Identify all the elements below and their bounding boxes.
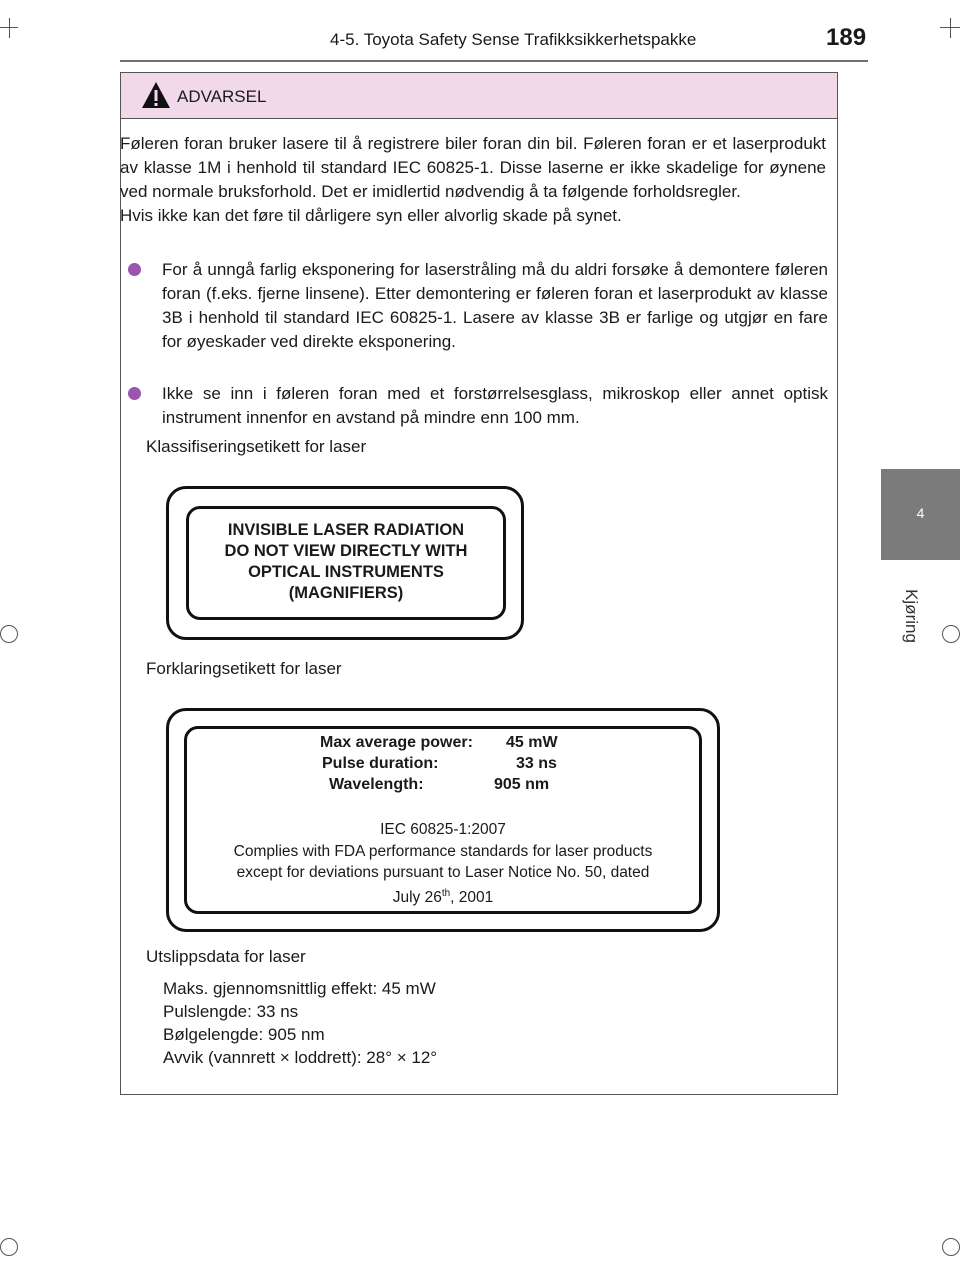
warning-header bbox=[121, 73, 837, 119]
classification-label-text bbox=[186, 520, 506, 604]
list-item bbox=[128, 382, 828, 430]
label-line: OPTICAL INSTRUMENTS bbox=[248, 563, 444, 581]
spec-value-pulse: 33 ns bbox=[516, 755, 557, 772]
emission-line: Maks. gjennomsnittlig effekt: 45 mW bbox=[163, 979, 436, 998]
spec-label-pulse: Pulse duration: bbox=[322, 755, 439, 772]
label-line: DO NOT VIEW DIRECTLY WITH bbox=[224, 542, 468, 560]
standard-text: IEC 60825-1:2007 bbox=[380, 821, 506, 838]
warning-title: ADVARSEL bbox=[177, 87, 267, 106]
emission-line: Bølgelengde: 905 nm bbox=[163, 1025, 325, 1044]
crop-mark bbox=[0, 625, 18, 643]
caption-explanation: Forklaringsetikett for laser bbox=[146, 659, 342, 678]
emission-line: Pulslengde: 33 ns bbox=[163, 1002, 299, 1021]
bullet-icon bbox=[128, 263, 141, 276]
compliance-text: except for deviations pursuant to Laser Notice No. 50, dated bbox=[236, 864, 650, 881]
warning-intro bbox=[120, 132, 826, 228]
warning-icon bbox=[141, 81, 171, 109]
chapter-label: Kjøring bbox=[901, 589, 921, 643]
warning-intro-consequence: Hvis ikke kan det føre til dårligere syn eller alvorlig skade på synet. bbox=[120, 206, 622, 225]
emission-line: Avvik (vannrett × loddrett): 28° × 12° bbox=[163, 1048, 438, 1067]
chapter-number: 4 bbox=[916, 505, 925, 521]
bullet-icon bbox=[128, 387, 141, 400]
crop-mark bbox=[0, 1238, 18, 1256]
label-line: (MAGNIFIERS) bbox=[288, 584, 404, 602]
caption-emission: Utslippsdata for laser bbox=[146, 947, 306, 966]
warning-intro-text: Føleren foran bruker lasere til å registrere biler foran din bil. Føleren foran er et laserprodukt av klasse 1M i henhold til standard IEC 60825-1. Disse laserne er ikke skadelige for øynene ved normale bruksforhold. Det er imidlertid nødvendig å ta følgende forholdsregler. bbox=[120, 134, 826, 201]
crop-mark bbox=[942, 1238, 960, 1256]
bullet-text: Ikke se inn i føleren foran med et forstørrelsesglass, mikroskop eller annet optisk instrument innenfor en avstand på mindre enn 100 mm. bbox=[162, 384, 828, 427]
compliance-date bbox=[184, 883, 702, 908]
spec-label-wavelength: Wavelength: bbox=[329, 776, 424, 793]
crop-mark bbox=[950, 18, 951, 38]
crop-mark bbox=[9, 18, 10, 38]
caption-classification: Klassifiseringsetikett for laser bbox=[146, 437, 367, 456]
crop-mark bbox=[942, 625, 960, 643]
date-prefix: July 26 bbox=[392, 889, 442, 907]
date-suffix: , 2001 bbox=[450, 889, 494, 907]
spec-value-power: 45 mW bbox=[506, 734, 558, 751]
header-rule bbox=[120, 60, 868, 62]
chapter-tab bbox=[881, 469, 960, 560]
list-item bbox=[128, 258, 828, 354]
page-number: 189 bbox=[826, 24, 867, 51]
label-line: INVISIBLE LASER RADIATION bbox=[227, 521, 465, 539]
spec-value-wavelength: 905 nm bbox=[494, 776, 550, 793]
spec-label-power: Max average power: bbox=[320, 734, 473, 751]
section-title: 4-5. Toyota Safety Sense Trafikksikkerhetspakke bbox=[330, 30, 697, 49]
bullet-text: For å unngå farlig eksponering for laserstråling må du aldri forsøke å demontere føleren foran (f.eks. fjerne linsene). Etter demontering er føleren foran et laserprodukt av klasse 3B i henhold til standard IEC 60825-1. Lasere av klasse 3B er farlige og utgjør en fare for øyeskader ved direkte eksponering. bbox=[162, 260, 828, 351]
compliance-text: Complies with FDA performance standards for laser products bbox=[233, 843, 653, 860]
date-ordinal: th bbox=[441, 888, 451, 899]
